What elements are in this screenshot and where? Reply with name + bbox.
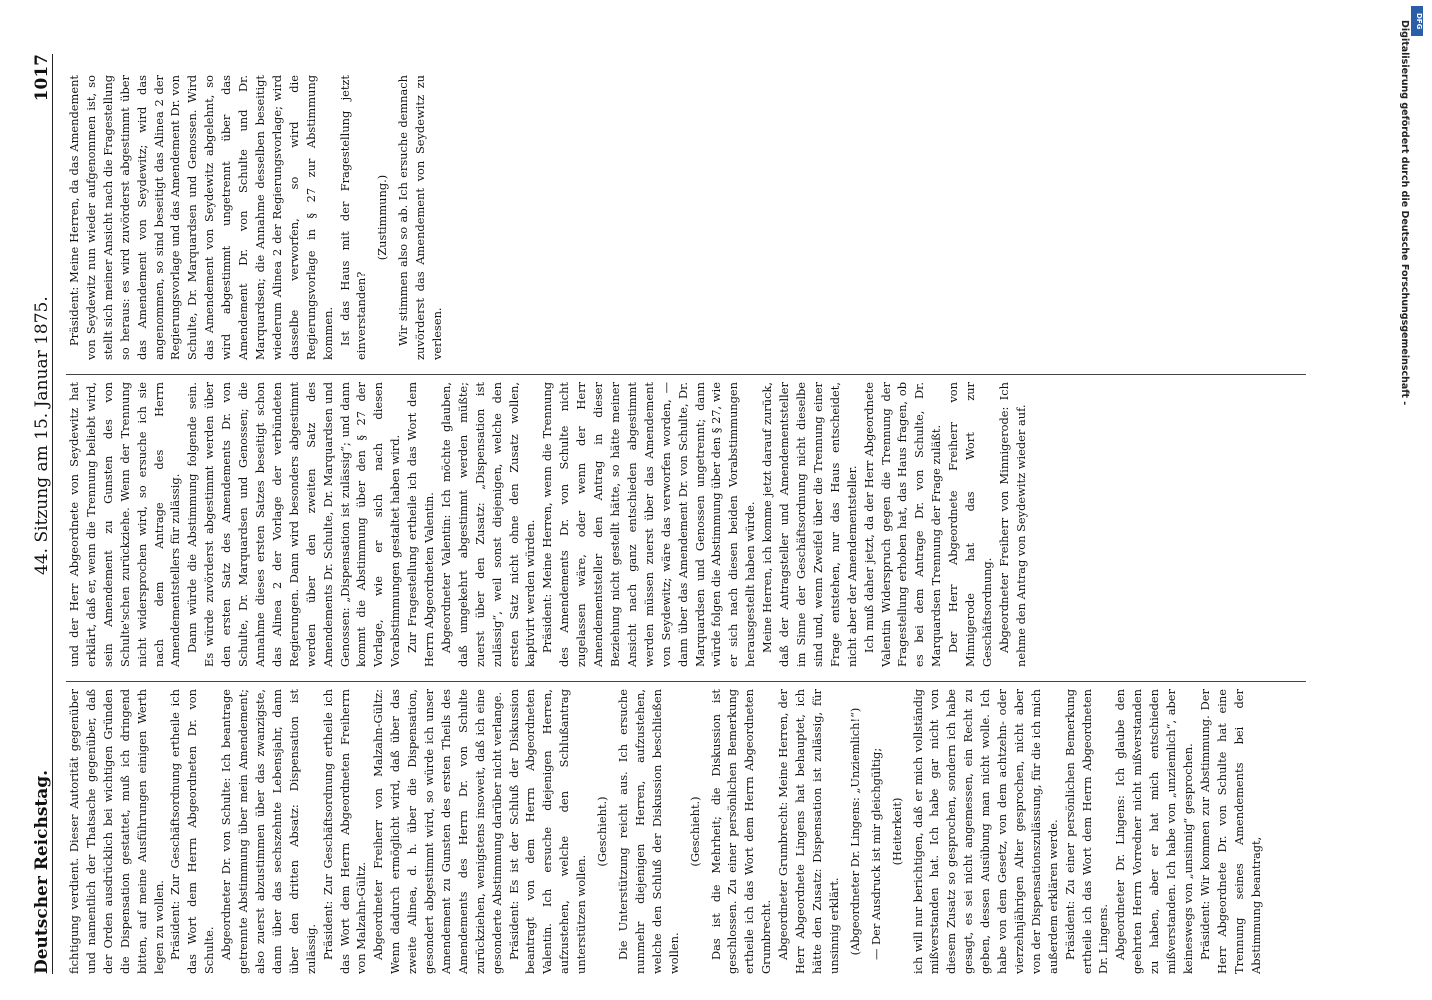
paragraph: Der Herr Abgeordnete Freiherr von Minnigerode hat das Wort zur Geschäftsordnung. — [946, 382, 994, 667]
text-column-2 — [66, 382, 1030, 667]
paragraph: Präsident: Zur Geschäftsordnung ertheile ich das Wort dem Herrn Abgeordneten Freiherrn von Malzahn-Gültz. — [320, 689, 369, 974]
column-divider — [66, 681, 1306, 682]
paragraph: Abgeordneter Valentin: Ich möchte glauben, daß umgekehrt abgestimmt werden müßte; zuerst über den Zusatz: „Dispensation ist zulässig“, weil sonst diejenigen, welche den ersten Satz nicht ohne den Zusatz wollen, kaptivirt werden würden. — [438, 382, 538, 667]
paragraph: ich will nur berichtigen, daß er mich vollständig mißverstanden hat. Ich habe gar nicht von diesem Zusatz so gesprochen, sondern ich habe gesagt, es sei nicht angemessen, ein Recht zu geben, dessen Ausübung man nicht wolle. Ich habe von dem Gesetz, von dem achtzehn- oder vierzehnjährigen Alter gesprochen, nicht aber von der Dispensationszulässung, für die ich mich außerdem erklären werde. — [910, 689, 1060, 974]
paragraph: Zur Fragestellung ertheile ich das Wort dem Herrn Abgeordneten Valentin. — [405, 382, 437, 667]
stage-direction: (Geschieht.) — [687, 796, 702, 867]
digitization-credit: Digitalisierung gefördert durch die Deutsche Forschungsgemeinschaft - — [1399, 20, 1410, 406]
paragraph: Das ist die Mehrheit; die Diskussion ist geschlossen. Zu einer persönlichen Bemerkung ertheile ich das Wort dem Herrn Abgeordneten Grumbrecht. — [708, 689, 774, 974]
stage-direction: (Zustimmung.) — [375, 174, 390, 261]
dfg-logo: DFG — [1411, 6, 1423, 36]
paragraph: und der Herr Abgeordnete von Seydewitz hat erklärt, daß er, wenn die Trennung beliebt wird, sein Amendement zu Gunsten des von Schulte'schen zurückziehe. Wenn der Trennung nicht widersprochen wird, so ersuche ich sie nach dem Antrage des Herrn Amendementstellers für zulässig. — [67, 382, 183, 667]
paragraph: Ich muß daher jetzt, da der Herr Abgeordnete Valentin Widerspruch gegen die Trennung der Fragestellung erhoben hat, das Haus fragen, ob es bei dem Antrage Dr. von Schulte, Dr. Marquardsen Trennung der Frage zuläßt. — [861, 382, 944, 667]
paragraph: Abgeordneter Dr. von Schulte: Ich beantrage getrennte Abstimmung über mein Amendement; also zuerst abzustimmen über das zwanzigste, dann über das sechszehnte Lebensjahr, dann über den dritten Absatz: Dispensation ist zulässig. — [219, 689, 318, 974]
header-publication: Deutscher Reichstag. — [32, 769, 52, 974]
header-session: 44. Sitzung am 15. Januar 1875. — [32, 296, 52, 575]
stage-direction: (Heiterkeit) — [889, 797, 904, 866]
page-header — [22, 54, 53, 974]
page-number: 1017 — [32, 54, 52, 102]
paragraph: Präsident: Es ist der Schluß der Diskussion beantragt von dem Herrn Abgeordneten Valentin. Ich ersuche diejenigen Herren, aufzustehen, welche den Schlußantrag unterstützen wollen. — [506, 689, 589, 974]
stage-direction: (Geschieht.) — [595, 796, 610, 867]
paragraph: Meine Herren, ich komme jetzt darauf zurück, daß der Antragsteller und Amendementsteller im Sinne der Geschäftsordnung nicht dieselbe sind und, wenn Zweifel über die Trennung einer Frage entstehen, nur das Haus entscheidet, nicht aber der Amendementsteller. — [760, 382, 859, 667]
paragraph: Wir stimmen also so ab. Ich ersuche demnach zuvörderst das Amendement von Seydewitz zu verlesen. — [396, 75, 445, 360]
paragraph: — Der Ausdruck ist mir gleichgültig; — [868, 747, 883, 960]
paragraph: Dann würde die Abstimmung folgende sein. Es würde zuvörderst abgestimmt werden über den ersten Satz des Amendements Dr. von Schulte, Dr. Marquardsen und Genossen; die Annahme dieses ersten Satzes beseitigt schon das Alinea 2 der Vorlage der verbündeten Regierungen. Dann wird besonders abgestimmt werden über den zweiten Satz des Amendements Dr. Schulte, Dr. Marquardsen und Genossen: „Dispensation ist zulässig“; und dann kommt die Abstimmung über den § 27 der Vorlage, wie er sich nach diesen Vorabstimmungen gestaltet haben wird. — [185, 382, 403, 667]
paragraph: Abgeordneter Dr. Lingens: Ich glaube den geehrten Herrn Vorredner nicht mißverstanden zu haben, aber er hat mich entschieden mißverstanden. Ich habe von „unziemlich“, aber keineswegs von „unsinnig“ gesprochen. — [1113, 689, 1195, 974]
column-divider — [66, 374, 1306, 375]
paragraph: Präsident: Zu einer persönlichen Bemerkung ertheile ich das Wort dem Herrn Abgeordneten Dr. Lingens. — [1062, 689, 1111, 974]
paragraph: Präsident: Wir kommen zur Abstimmung. Der Herr Abgeordnete Dr. von Schulte hat eine Trennung seines Amendements bei der Abstimmung beantragt, — [1197, 689, 1263, 974]
paragraph: Abgeordneter Freiherr von Malzahn-Gültz: Wenn dadurch ermöglicht wird, daß über das zweite Alinea, d. h. über die Dispensation, gesondert abgestimmt wird, so würde ich unser Amendement zu Gunsten des ersten Theils des Amendements des Herrn Dr. von Schulte zurückziehen, wenigstens insoweit, daß ich eine gesonderte Abstimmung darüber nicht verlange. — [371, 689, 504, 974]
paragraph: Ist das Haus mit der Fragestellung jetzt einverstanden? — [337, 75, 369, 360]
paragraph: Die Unterstützung reicht aus. Ich ersuche nunmehr diejenigen Herren, aufzustehen, welche den Schluß der Diskussion beschließen wollen. — [616, 689, 681, 974]
paragraph: Präsident: Meine Herren, wenn die Trennung des Amendements Dr. von Schulte nicht zugelassen wäre, oder wenn der Herr Amendementsteller den Antrag in dieser Beziehung nicht gestellt hätte, so hätte meiner Ansicht nach ganz entschieden abgestimmt werden müssen zuerst über das Amendement von Seydewitz; wäre das verworfen worden, — dann über das Amendement Dr. von Schulte, Dr. Marquardsen und Genossen ungetrennt; dann würde folgen die Abstimmung über den § 27, wie er sich nach diesen beiden Vorabstimmungen herausgestellt haben würde. — [540, 382, 758, 667]
paragraph: Präsident: Meine Herren, da das Amendement von Seydewitz nun wieder aufgenommen ist, so stellt sich meiner Ansicht nach die Fragestellung so heraus: es wird zuvörderst abgestimmt über das Amendement von Seydewitz; wird das angenommen, so sind beseitigt das Alinea 2 der Regierungsvorlage und das Amendement Dr. von Schulte, Dr. Marquardsen und Genossen. Wird das Amendement von Seydewitz abgelehnt, so wird abgestimmt ungetrennt über das Amendement Dr. von Schulte und Dr. Marquardsen; die Annahme desselben beseitigt wiederum Alinea 2 der Regierungsvorlage; wird dasselbe verworfen, so wird die Regierungsvorlage in § 27 zur Abstimmung kommen. — [67, 75, 335, 360]
paragraph: Abgeordneter Grumbrecht: Meine Herren, der Herr Abgeordnete Lingens hat behauptet, ich hätte den Zusatz: Dispensation ist zulässig, für unsinnig erklärt. — [776, 689, 841, 974]
paragraph: fichtigung verdient. Dieser Autorität gegenüber und namentlich der Thatsache gegenüber, daß der Orden ausdrücklich bei wichtigen Gründen die Dispensation gestattet, muß ich dringend bitten, auf meine Ausführungen einigen Werth legen zu wollen. — [67, 689, 166, 974]
text-column-3 — [66, 75, 446, 360]
stage-direction: (Abgeordneter Dr. Lingens: „Unziemlich!“) — [847, 707, 862, 956]
paragraph: Abgeordneter Freiherr von Minnigerode: Ich nehme den Antrag von Seydewitz wieder auf. — [996, 382, 1028, 667]
text-column-1 — [66, 689, 1265, 974]
paragraph: Präsident: Zur Geschäftsordnung ertheile ich das Wort dem Herrn Abgeordneten Dr. von Schulte. — [168, 689, 217, 974]
